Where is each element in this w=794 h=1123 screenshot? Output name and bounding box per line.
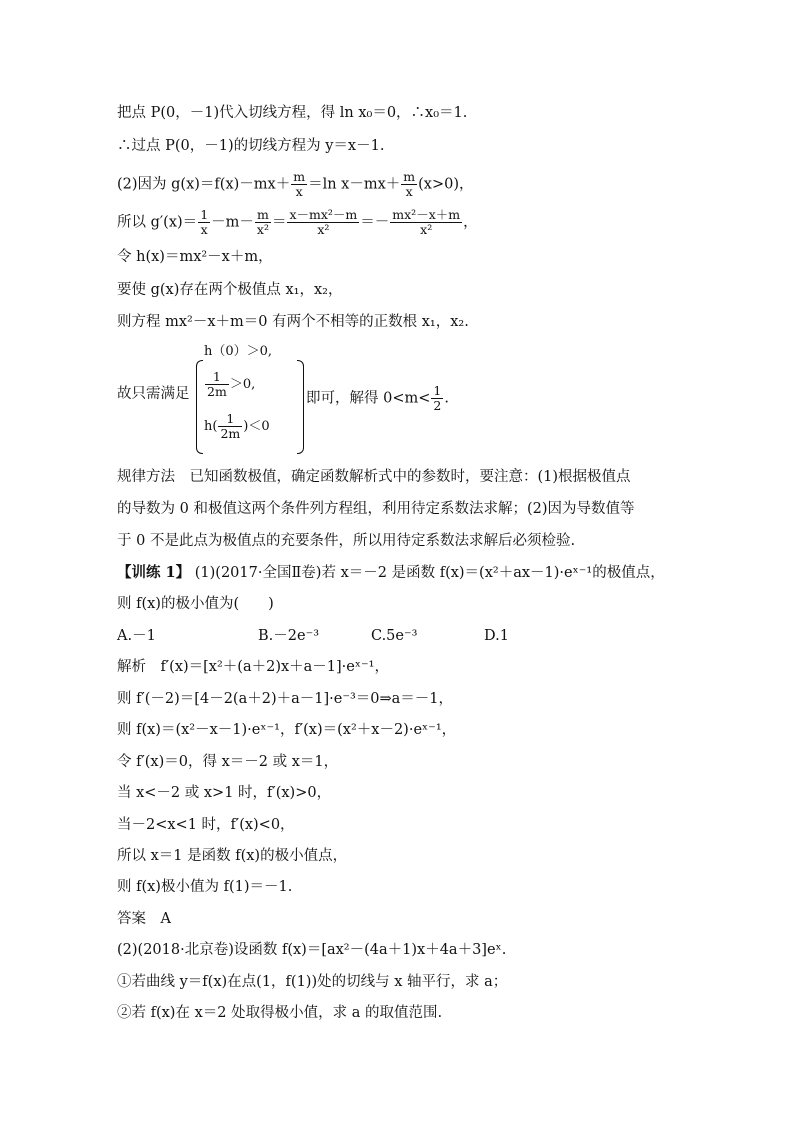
method-line: 的导数为 0 和极值这两个条件列方程组，利用待定系数法求解；(2)因为导数值等 xyxy=(117,501,635,517)
choice-b: B.－2e⁻³ xyxy=(258,628,320,644)
text-line: 令 h(x)＝mx²－x＋m， xyxy=(117,249,273,265)
fraction: $\frac{1}{2m}$ xyxy=(220,411,241,441)
solution-line: 令 f′(x)＝0，得 x＝－2 或 x＝1， xyxy=(117,754,339,770)
choice-a: A.－1 xyxy=(117,628,156,644)
fraction: $\frac{m}{x}$ xyxy=(403,169,416,199)
solution-line: 所以 x＝1 是函数 f(x)的极小值点， xyxy=(117,848,348,864)
fraction: $\frac{\text{x－mx²－m}}{\text{x²}}$ xyxy=(289,207,358,237)
formula-line-g: (2)因为 g(x)＝f(x)－mx＋ $\frac{m}{x}$ ＝ln x－mx＋ $\frac{m}{x}$ (x>0)， xyxy=(117,169,474,199)
fraction: $\frac{1}{2}$ xyxy=(433,383,442,413)
system-row-2: $\frac{1}{2m}$ ＞0, xyxy=(207,369,256,399)
training-question: 【训练 1】 (1)(2017·全国Ⅱ卷)若 x＝－2 是函数 f(x)＝(x²＋ax－1)·eˣ⁻¹的极值点， xyxy=(117,564,665,581)
method-line: 于 0 不是此点为极值点的充要条件，所以用待定系数法求解后必须检验. xyxy=(117,533,576,549)
fraction: $\frac{\text{mx²－x＋m}}{\text{x²}}$ xyxy=(392,207,461,237)
text-line: 则方程 mx²－x＋m＝0 有两个不相等的正数根 x₁，x₂. xyxy=(117,314,469,330)
training-label: 【训练 1】 xyxy=(117,564,191,581)
question-line: ①若曲线 y＝f(x)在点(1，f(1))处的切线与 x 轴平行，求 a； xyxy=(117,974,508,990)
equation-system xyxy=(196,340,304,458)
answer-line: 答案 A xyxy=(117,911,171,927)
solution-line: 则 f(x)极小值为 f(1)＝－1. xyxy=(117,879,293,895)
left-brace xyxy=(196,360,203,454)
condition-result: 即可，解得 0<m< $\frac{1}{2}$ . xyxy=(306,383,449,413)
condition-intro: 故只需满足 xyxy=(117,386,190,402)
fraction: $\frac{m}{x}$ xyxy=(293,169,306,199)
solution-line: 则 f(x)＝(x²－x－1)·eˣ⁻¹，f′(x)＝(x²＋x－2)·eˣ⁻¹， xyxy=(117,722,457,738)
text-line: 则 f(x)的极小值为( ) xyxy=(117,596,274,612)
choice-c: C.5e⁻³ xyxy=(371,628,418,644)
choice-row xyxy=(117,626,509,646)
fraction: $\frac{1}{x}$ xyxy=(200,207,209,237)
text-line: 要使 g(x)存在两个极值点 x₁，x₂， xyxy=(117,282,343,298)
solution-line: 当 x<－2 或 x>1 时，f′(x)>0， xyxy=(117,785,332,801)
fraction: $\frac{m}{\text{x²}}$ xyxy=(256,207,269,237)
choice-d: D.1 xyxy=(484,628,509,644)
text-line: 把点 P(0，－1)代入切线方程，得 ln x₀＝0，∴x₀＝1. xyxy=(117,105,468,121)
solution-line: 解析 f′(x)＝[x²＋(a＋2)x＋a－1]·eˣ⁻¹， xyxy=(117,659,389,675)
solution-line: 则 f′(－2)＝[4－2(a＋2)＋a－1]·e⁻³＝0⇒a＝－1， xyxy=(117,691,454,707)
question-line: ②若 f(x)在 x＝2 处取得极小值，求 a 的取值范围. xyxy=(117,1005,443,1021)
formula-line-derivative: 所以 g′(x)＝ $\frac{1}{x}$ －m－ $\frac{m}{\text{x²}}$ ＝ $\frac{\text{x－mx²－m}}{\text{x²}}$ ＝－ $\frac{\text{mx²－x＋m}}{\text{x²}}$ ， xyxy=(117,207,478,237)
text-line: ∴过点 P(0，－1)的切线方程为 y＝x－1. xyxy=(117,138,385,154)
system-row-3: h( $\frac{1}{2m}$ )＜0 xyxy=(204,411,270,441)
method-line: 规律方法 已知函数极值，确定函数解析式中的参数时，要注意：(1)根据极值点 xyxy=(117,469,631,485)
question-line: (2)(2018·北京卷)设函数 f(x)＝[ax²－(4a＋1)x＋4a＋3]eˣ. xyxy=(117,942,507,958)
system-row-1: h（0）＞0, xyxy=(204,344,273,359)
fraction: $\frac{1}{2m}$ xyxy=(207,369,227,399)
solution-line: 当－2<x<1 时，f′(x)<0， xyxy=(117,817,295,833)
right-brace xyxy=(297,360,304,454)
